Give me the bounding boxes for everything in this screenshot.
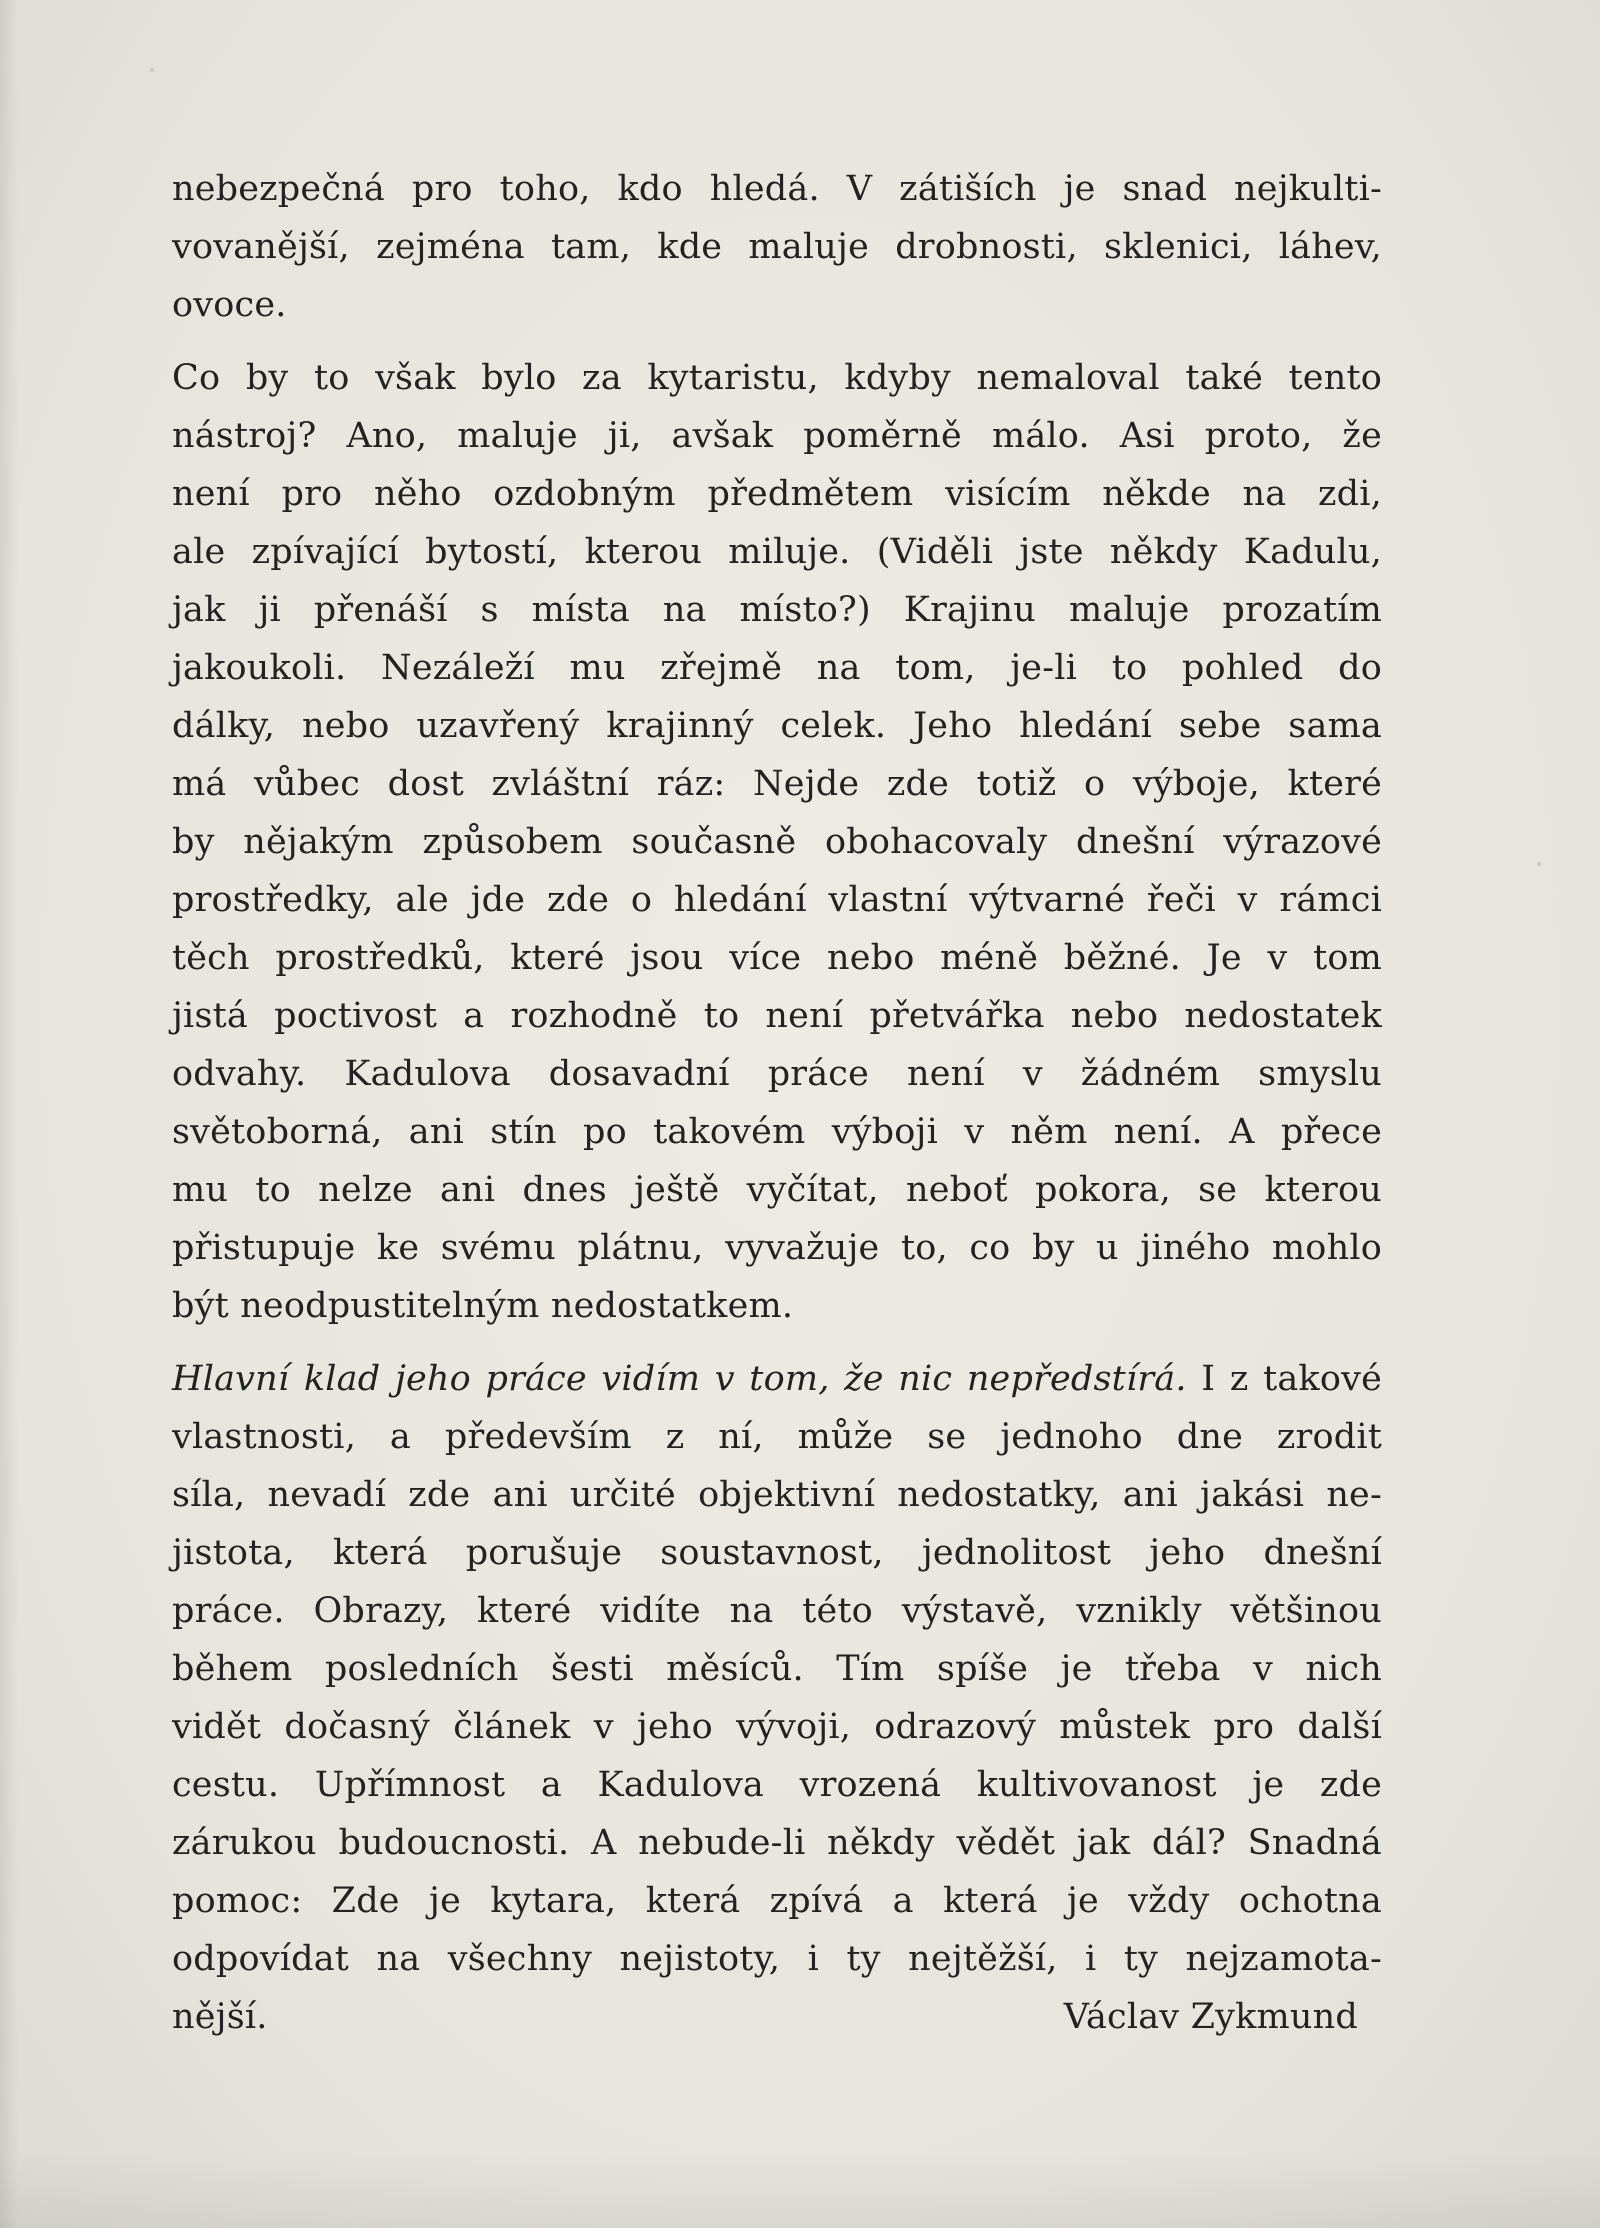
text-line: jistá poctivost a rozhodně to není přetvářka nebo nedostatek — [172, 996, 1382, 1036]
text-line: by nějakým způsobem současně obohacovaly dnešní výrazové — [172, 822, 1382, 862]
text-line: nebezpečná pro toho, kdo hledá. V zátiších je snad nejkulti- — [172, 169, 1382, 209]
text-line: pomoc: Zde je kytara, která zpívá a která je vždy ochotna — [172, 1881, 1382, 1921]
text-line: nástroj? Ano, maluje ji, avšak poměrně málo. Asi proto, že — [172, 416, 1382, 456]
text-line: Co by to však bylo za kytaristu, kdyby nemaloval také tento — [172, 358, 1382, 398]
paragraph-2 — [172, 349, 1382, 1335]
text-line: jak ji přenáší s místa na místo?) Krajinu maluje prozatím — [172, 590, 1382, 630]
text-line: prostředky, ale jde zde o hledání vlastní výtvarné řeči v rámci — [172, 880, 1382, 920]
text-line: vidět dočasný článek v jeho vývoji, odrazový můstek pro další — [172, 1707, 1382, 1747]
text-line: odpovídat na všechny nejistoty, i ty nejtěžší, i ty nejzamota- — [172, 1939, 1382, 1979]
text-line: ovoce. — [172, 285, 287, 325]
closing-line — [172, 1988, 1382, 2046]
text-line: dálky, nebo uzavřený krajinný celek. Jeho hledání sebe sama — [172, 706, 1382, 746]
page-binding-shadow — [0, 0, 18, 2228]
text-line: není pro něho ozdobným předmětem visícím někde na zdi, — [172, 474, 1382, 514]
text-line: ale zpívající bytostí, kterou miluje. (Viděli jste někdy Kadulu, — [172, 532, 1382, 572]
text-line: těch prostředků, které jsou více nebo méně běžné. Je v tom — [172, 938, 1382, 978]
text-line: cestu. Upřímnost a Kadulova vrozená kultivovanost je zde — [172, 1765, 1382, 1805]
paper-speck — [1537, 862, 1541, 866]
page-bottom-edge — [0, 2150, 1600, 2228]
final-fragment: nější. — [172, 1997, 268, 2037]
text-line: být neodpustitelným nedostatkem. — [172, 1286, 794, 1326]
lead-rest: I z takové — [1186, 1359, 1382, 1399]
text-line: odvahy. Kadulova dosavadní práce není v žádném smyslu — [172, 1054, 1382, 1094]
text-line: síla, nevadí zde ani určité objektivní nedostatky, ani jakási ne- — [172, 1475, 1382, 1515]
text-line: vlastnosti, a především z ní, může se jednoho dne zrodit — [172, 1417, 1382, 1457]
italic-lead: Hlavní klad jeho práce vidím v tom, že nic nepředstírá. — [172, 1359, 1187, 1399]
text-line: přistupuje ke svému plátnu, vyvažuje to, co by u jiného mohlo — [172, 1228, 1382, 1268]
paragraph-1 — [172, 160, 1382, 334]
author-signature: Václav Zykmund — [1063, 1997, 1358, 2037]
text-line: jakoukoli. Nezáleží mu zřejmě na tom, je-li to pohled do — [172, 648, 1382, 688]
text-line-lead — [172, 1350, 1382, 1408]
text-line: mu to nelze ani dnes ještě vyčítat, neboť pokora, se kterou — [172, 1170, 1382, 1210]
text-line: během posledních šesti měsíců. Tím spíše je třeba v nich — [172, 1649, 1382, 1689]
text-line: jistota, která porušuje soustavnost, jednolitost jeho dnešní — [172, 1533, 1382, 1573]
text-line: má vůbec dost zvláštní ráz: Nejde zde totiž o výboje, které — [172, 764, 1382, 804]
paper-speck — [150, 68, 154, 72]
text-line: světoborná, ani stín po takovém výboji v něm není. A přece — [172, 1112, 1382, 1152]
text-line: vovanější, zejména tam, kde maluje drobnosti, sklenici, láhev, — [172, 227, 1382, 267]
essay-text — [172, 160, 1382, 2046]
text-line: práce. Obrazy, které vidíte na této výstavě, vznikly většinou — [172, 1591, 1382, 1631]
paragraph-3 — [172, 1350, 1382, 2046]
text-line: zárukou budoucnosti. A nebude-li někdy vědět jak dál? Snadná — [172, 1823, 1382, 1863]
